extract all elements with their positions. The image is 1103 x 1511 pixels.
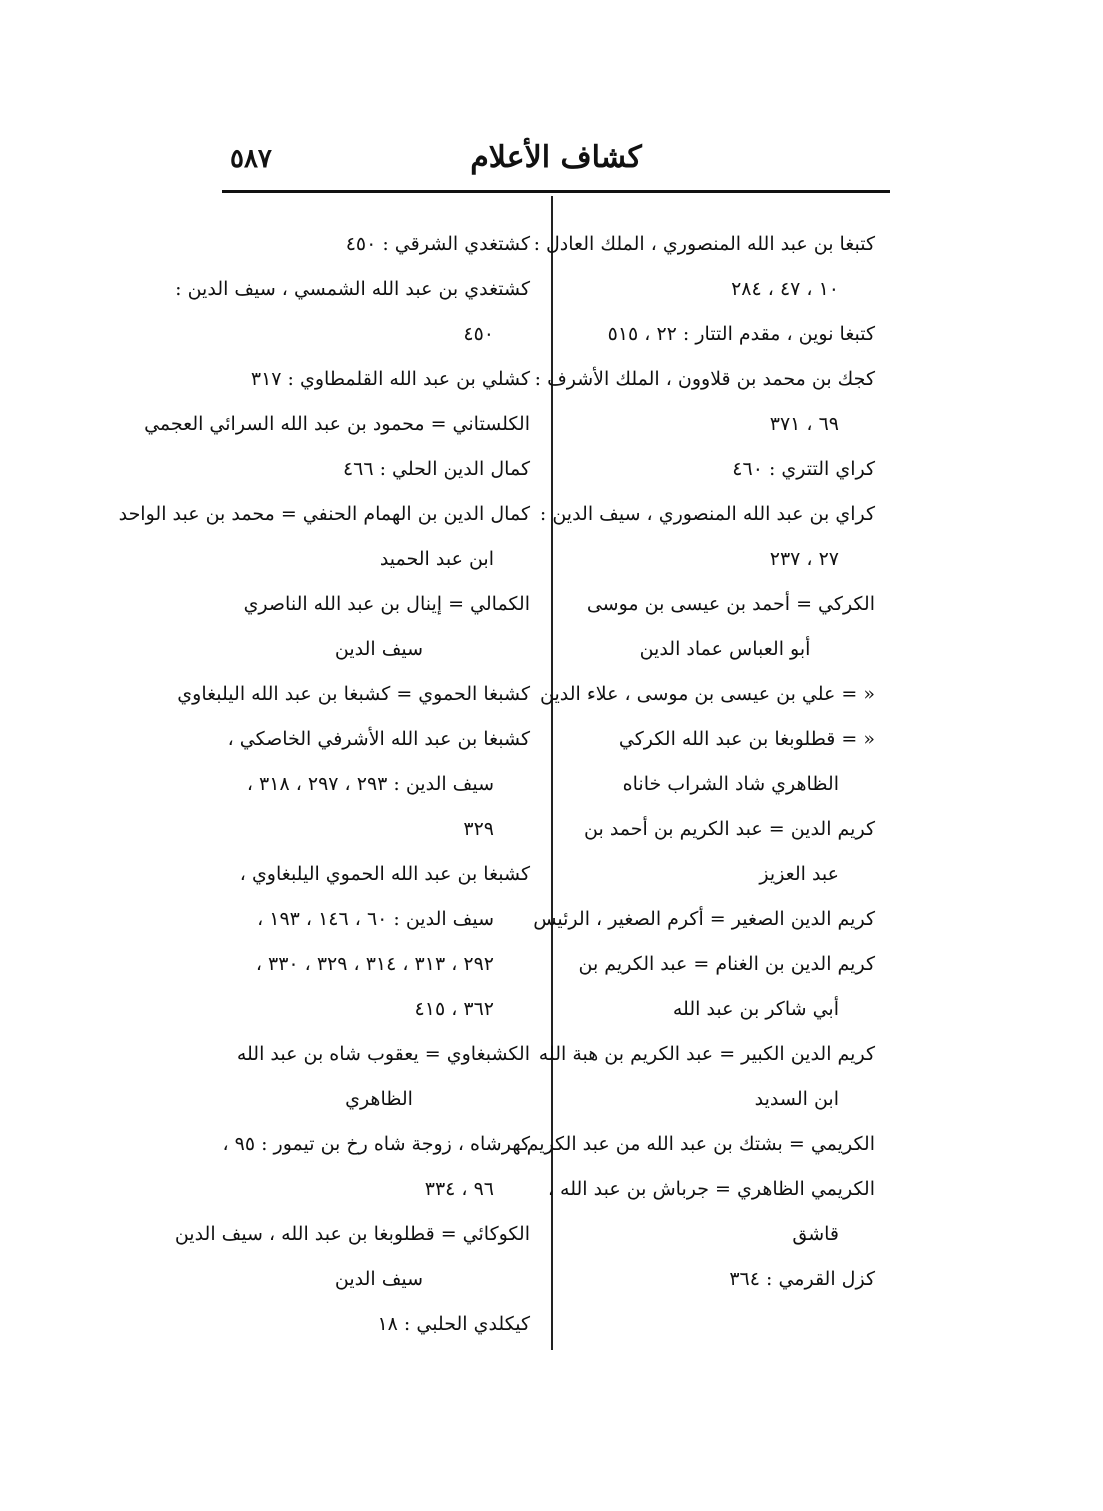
entry-heading-line: كريم الدين = عبد الكريم بن أحمد بن	[584, 818, 875, 840]
index-entry	[228, 717, 530, 852]
index-entry	[222, 1122, 530, 1212]
entry-heading-line: كريم الدين بن الغنام = عبد الكريم بن	[578, 953, 875, 975]
entry-continuation-line: ابن السديد	[754, 1088, 839, 1110]
index-entry	[118, 492, 530, 582]
index-entry	[533, 897, 875, 942]
entry-heading-line: الكريمي الظاهري = جرباش بن عبد الله ،	[547, 1178, 875, 1200]
index-entry	[174, 1212, 530, 1302]
entry-heading-line: الكوكائي = قطلوبغا بن عبد الله ، سيف الدين	[174, 1223, 530, 1245]
index-entry	[228, 582, 530, 672]
entry-heading-line: الكركي = أحمد بن عيسى بن موسى	[586, 593, 875, 615]
header-rule	[222, 190, 890, 193]
entry-continuation-line: ٢٧ ، ٢٣٧	[769, 548, 839, 570]
index-entry	[539, 492, 875, 582]
entry-continuation-line: ٣٢٩	[463, 818, 494, 840]
entry-continuation-line: أبو العباس عماد الدين	[639, 638, 811, 660]
entry-continuation-line: أبي شاكر بن عبد الله	[672, 998, 839, 1020]
index-entry	[575, 312, 875, 357]
entry-heading-line: كيكلدي الحلبي : ١٨	[377, 1313, 530, 1335]
page-title: كشاف الأعلام	[470, 140, 642, 175]
entry-continuation-line: الظاهري	[345, 1088, 413, 1110]
entry-heading-line: كزل القرمي : ٣٦٤	[729, 1268, 875, 1290]
entry-continuation-line: ٩٦ ، ٣٣٤	[424, 1178, 494, 1200]
entry-continuation-line: قاشق	[792, 1223, 839, 1245]
index-entry	[175, 267, 530, 357]
entry-heading-line: كتبغا نوين ، مقدم التتار : ٢٢ ، ٥١٥	[607, 323, 875, 345]
entry-heading-line: كشتغدي الشرقي : ٤٥٠	[345, 233, 530, 255]
index-entry	[228, 1302, 530, 1347]
entry-heading-line: كمال الدين بن الهمام الحنفي = محمد بن عبد الواحد	[118, 503, 530, 525]
index-entry	[538, 1032, 875, 1122]
entry-heading-line: كجك بن محمد بن قلاوون ، الملك الأشرف :	[534, 368, 875, 390]
index-entry	[228, 447, 530, 492]
index-entry	[534, 357, 875, 447]
entry-continuation-line: ٣٦٢ ، ٤١٥	[414, 998, 494, 1020]
entry-heading-line: كراي بن عبد الله المنصوري ، سيف الدين :	[539, 503, 875, 525]
entry-heading-line: كريم الدين الكبير = عبد الكريم بن هبة الله	[538, 1043, 875, 1065]
index-entry	[177, 672, 530, 717]
index-entry	[526, 1122, 875, 1167]
entry-continuation-line: سيف الدين : ٢٩٣ ، ٢٩٧ ، ٣١٨ ،	[246, 773, 494, 795]
entry-heading-line: كشبغا بن عبد الله الأشرفي الخاصكي ،	[227, 728, 530, 750]
index-entry	[575, 1257, 875, 1302]
entry-heading-line: كمال الدين الحلي : ٤٦٦	[342, 458, 530, 480]
entry-heading-line: كشتغدي بن عبد الله الشمسي ، سيف الدين :	[175, 278, 530, 300]
index-entry	[575, 582, 875, 672]
index-entry	[228, 1032, 530, 1122]
entry-continuation-line: سيف الدين : ٦٠ ، ١٤٦ ، ١٩٣ ،	[257, 908, 494, 930]
index-entry	[228, 852, 530, 1032]
entry-continuation-line: ٤٥٠	[463, 323, 494, 345]
index-entry	[228, 357, 530, 402]
page-number: ٥٨٧	[230, 144, 272, 174]
index-entry	[533, 222, 875, 312]
page-header	[222, 140, 890, 188]
entry-heading-line: الكمالي = إينال بن عبد الله الناصري	[243, 593, 530, 615]
entry-continuation-line: سيف الدين	[334, 1268, 424, 1290]
entry-heading-line: كشبغا بن عبد الله الحموي اليلبغاوي ،	[239, 863, 530, 885]
entry-continuation-line: ٦٩ ، ٣٧١	[769, 413, 839, 435]
entry-heading-line: كراي التتري : ٤٦٠	[732, 458, 875, 480]
entry-heading-line: الكلستاني = محمود بن عبد الله السرائي العجمي	[144, 413, 530, 435]
index-entry	[144, 402, 530, 447]
entry-heading-line: « = علي بن عيسى بن موسى ، علاء الدين	[539, 683, 875, 705]
entry-continuation-line: ٢٩٢ ، ٣١٣ ، ٣١٤ ، ٣٢٩ ، ٣٣٠ ،	[255, 953, 494, 975]
entry-heading-line: الكشبغاوي = يعقوب شاه بن عبد الله	[236, 1043, 530, 1065]
index-entry	[539, 672, 875, 717]
entry-heading-line: الكريمي = بشتك بن عبد الله من عبد الكريم	[526, 1133, 875, 1155]
entry-heading-line: كشبغا الحموي = كشبغا بن عبد الله اليلبغاوي	[177, 683, 530, 705]
index-entry	[575, 447, 875, 492]
index-entry	[575, 942, 875, 1032]
entry-heading-line: كريم الدين الصغير = أكرم الصغير ، الرئيس	[533, 908, 875, 930]
index-entry	[575, 807, 875, 897]
index-entry	[228, 222, 530, 267]
entry-heading-line: كهرشاه ، زوجة شاه رخ بن تيمور : ٩٥ ،	[222, 1133, 530, 1155]
right-column	[526, 222, 875, 1302]
left-column	[118, 222, 530, 1347]
entry-heading-line: « = قطلوبغا بن عبد الله الكركي	[618, 728, 875, 750]
entry-continuation-line: ابن عبد الحميد	[379, 548, 494, 570]
index-entry	[547, 1167, 875, 1257]
entry-continuation-line: عبد العزيز	[759, 863, 839, 885]
entry-continuation-line: ١٠ ، ٤٧ ، ٢٨٤	[731, 278, 839, 300]
index-entry	[575, 717, 875, 807]
entry-continuation-line: الظاهري شاد الشراب خاناه	[622, 773, 839, 795]
entry-heading-line: كشلي بن عبد الله القلمطاوي : ٣١٧	[250, 368, 530, 390]
entry-heading-line: كتبغا بن عبد الله المنصوري ، الملك العادل :	[533, 233, 875, 255]
entry-continuation-line: سيف الدين	[334, 638, 424, 660]
